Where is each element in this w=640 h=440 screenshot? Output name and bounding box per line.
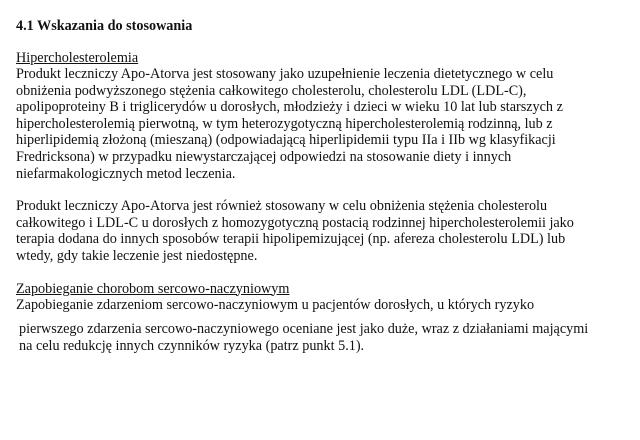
text-line: całkowitego i LDL-C u dorosłych z homozygotyczną postacią rodzinnej hipercholesterolemii jako xyxy=(16,214,574,231)
paragraph-prevention xyxy=(16,297,628,355)
text-line: obniżenia podwyższonego stężenia całkowitego cholesterolu, cholesterolu LDL (LDL-C), xyxy=(16,82,527,99)
text-line: terapia dodana do innych sposobów terapii hipolipemizującej (np. afereza cholesterolu LDL) lub xyxy=(16,231,566,248)
text-line: niefarmakologicznych metod leczenia. xyxy=(16,165,236,182)
text-line: na celu redukcję innych czynników ryzyka (patrz punkt 5.1). xyxy=(19,337,365,354)
text-line: Zapobieganie zdarzeniom sercowo-naczyniowym u pacjentów dorosłych, u których ryzyko xyxy=(16,296,535,313)
text-line: hipercholesterolemią pierwotną, w tym heterozygotyczną hipercholesterolemią rodzinną, lub z xyxy=(16,115,553,132)
paragraph-indication-2 xyxy=(16,198,628,264)
paragraph-indication-1 xyxy=(16,66,628,182)
text-line: Fredricksona) w przypadku niewystarczającej odpowiedzi na stosowanie diety i innych xyxy=(16,148,512,165)
text-line: wtedy, gdy takie leczenie jest niedostępne. xyxy=(16,247,258,264)
text-line: apolipoproteiny B i triglicerydów u dorosłych, młodzieży i dzieci w wieku 10 lat lub starszych z xyxy=(16,99,563,116)
text-line: hiperlipidemią złożoną (mieszaną) (odpowiadającą hiperlipidemii typu IIa i IIb wg klasyfikacji xyxy=(16,132,556,149)
document-page xyxy=(16,18,628,354)
text-line: pierwszego zdarzenia sercowo-naczyniowego oceniane jest jako duże, wraz z działaniami mającymi xyxy=(19,321,589,338)
text-line: Produkt leczniczy Apo-Atorva jest stosowany jako uzupełnienie leczenia dietetycznego w celu xyxy=(16,66,554,82)
section-heading: 4.1 Wskazania do stosowania xyxy=(16,18,193,34)
text-line: Produkt leczniczy Apo-Atorva jest również stosowany w celu obniżenia stężenia cholesterolu xyxy=(16,198,548,215)
subsection-title-cardiovascular-prevention: Zapobieganie chorobom sercowo-naczyniowym xyxy=(16,280,290,297)
subsection-title-hypercholesterolemia: Hipercholesterolemia xyxy=(16,50,139,66)
